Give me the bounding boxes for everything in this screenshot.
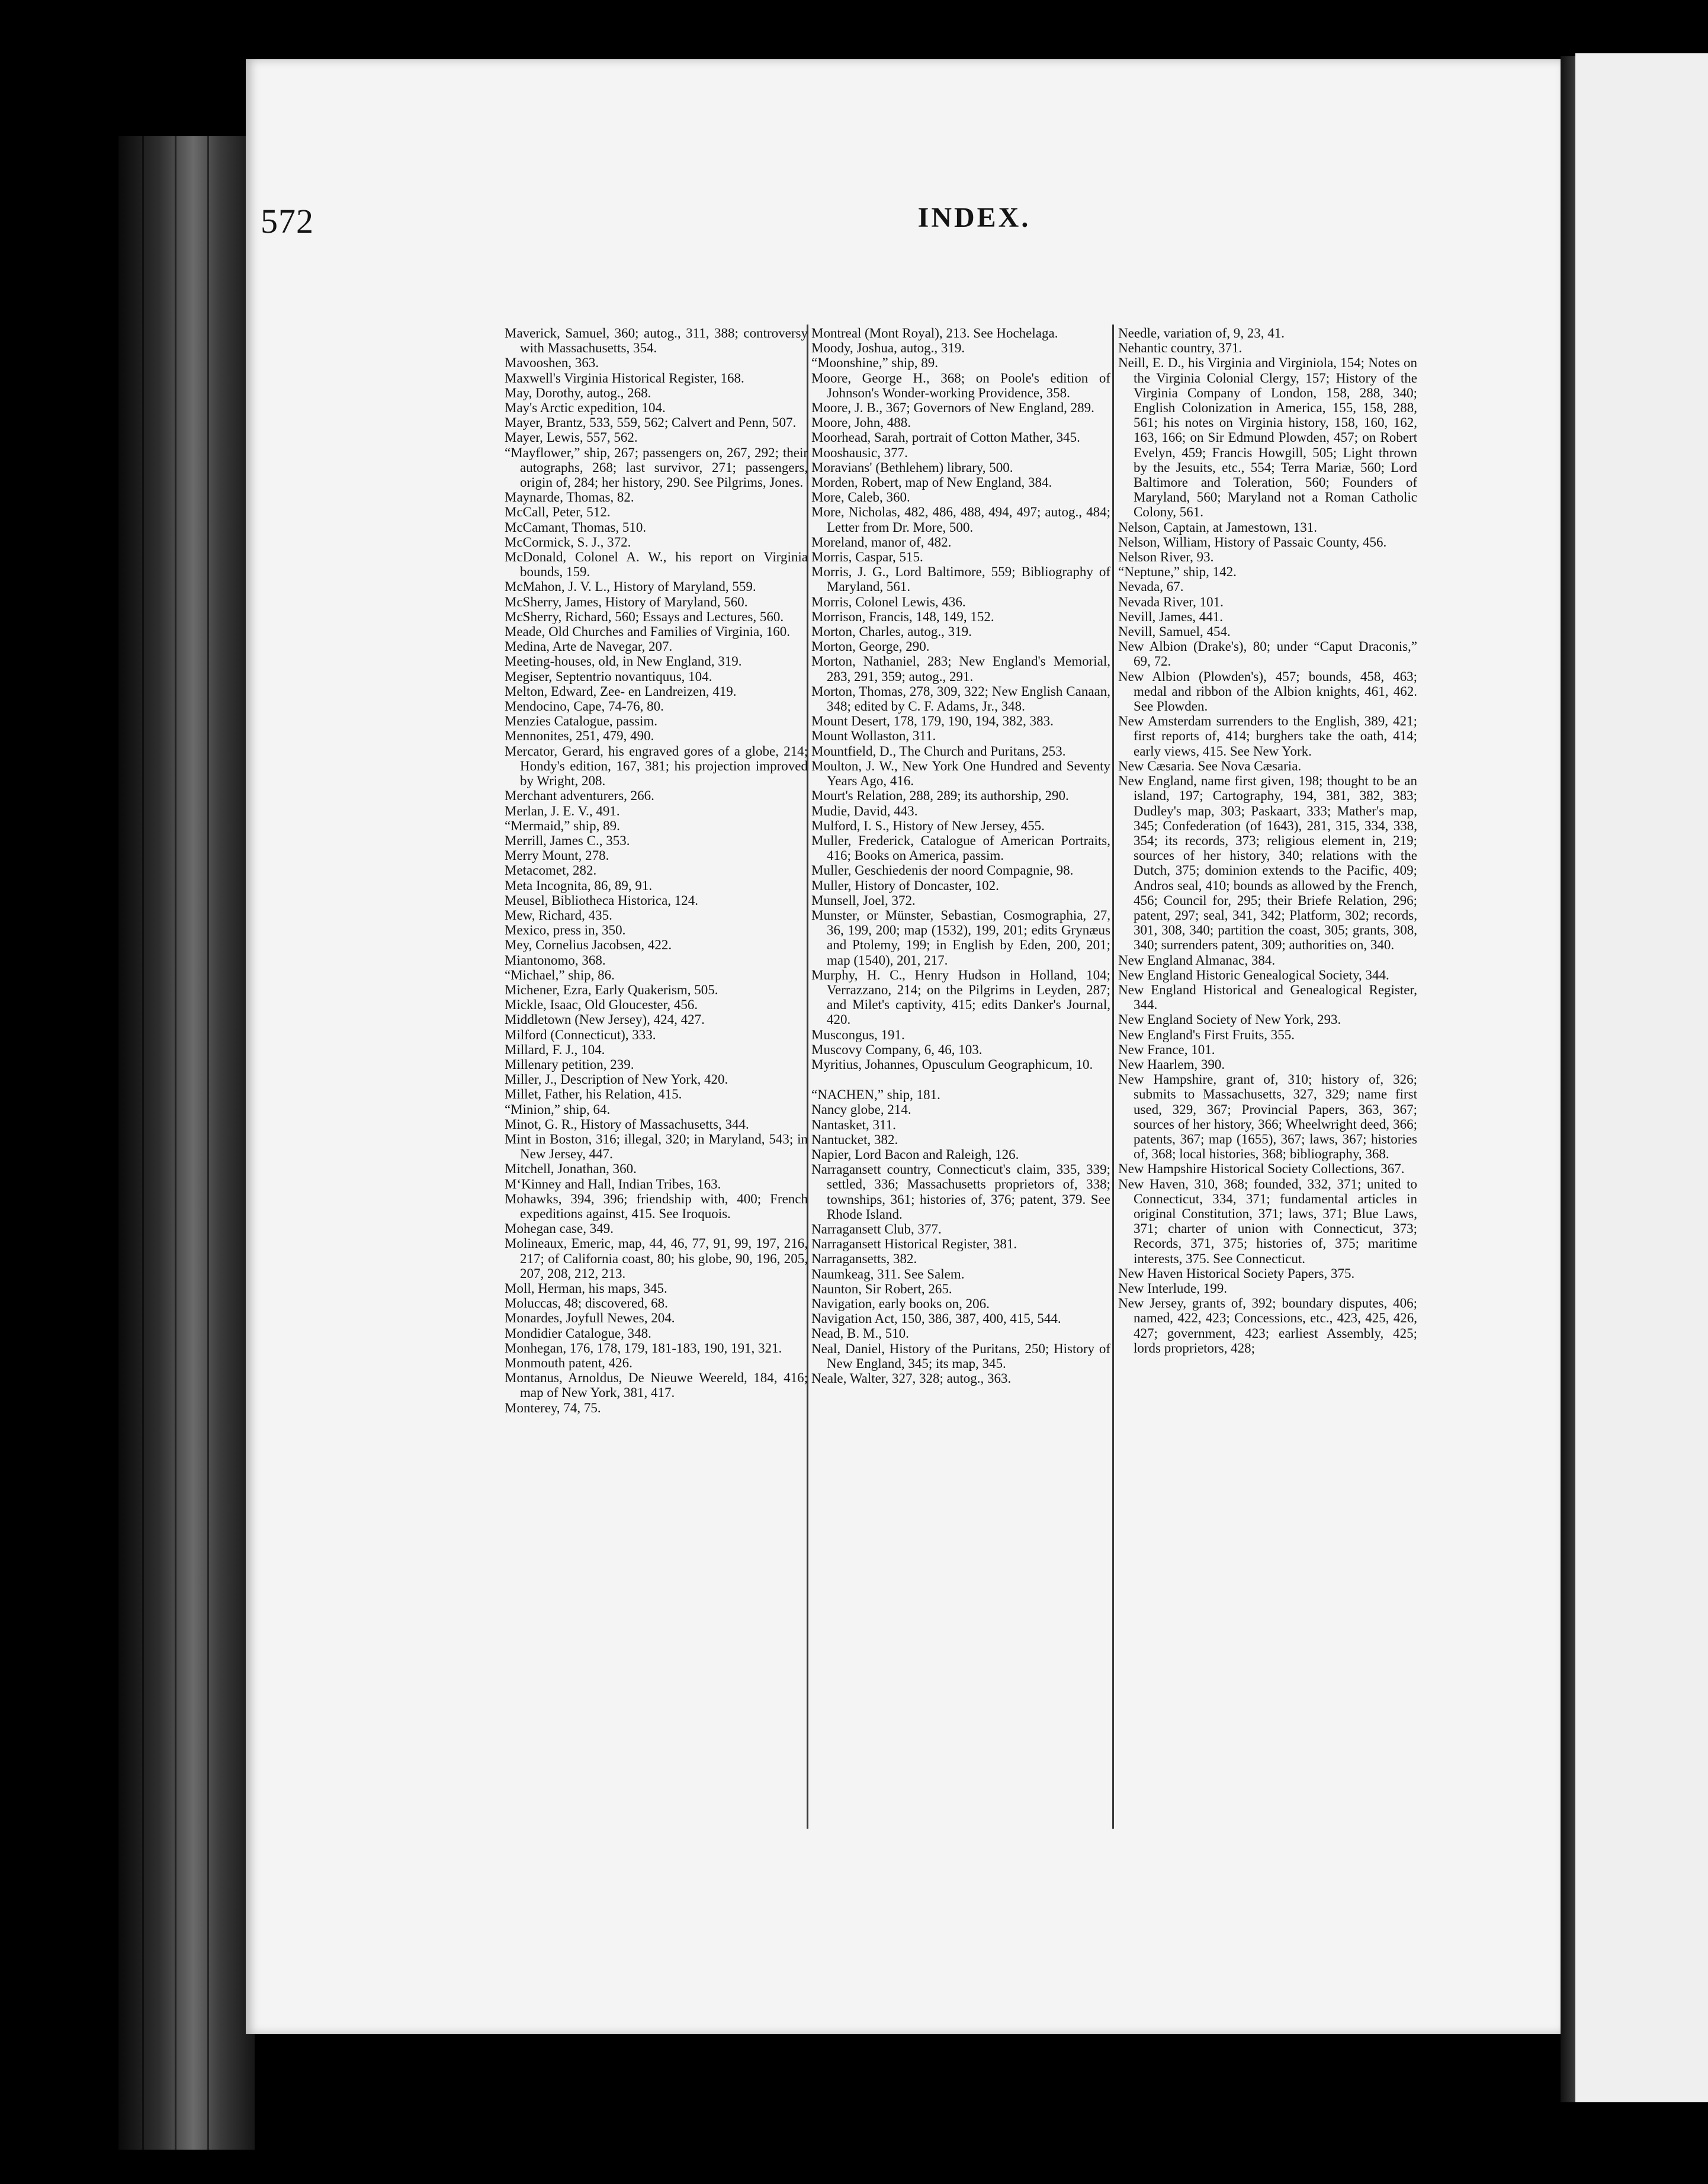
index-entry: “NACHEN,” ship, 181. <box>811 1087 940 1103</box>
index-entry: Mew, Richard, 435. <box>505 907 612 923</box>
index-entry: McMahon, J. V. L., History of Maryland, 559. <box>505 579 756 595</box>
index-entry: New Albion (Drake's), 80; under “Caput Draconis,” 69, 72. <box>1118 639 1417 669</box>
index-entry: Narragansetts, 382. <box>811 1251 917 1267</box>
index-entry: Merlan, J. E. V., 491. <box>505 803 620 818</box>
index-entry: May's Arctic expedition, 104. <box>505 400 666 416</box>
index-entry: Meusel, Bibliotheca Historica, 124. <box>505 892 699 908</box>
index-entry: Morris, Caspar, 515. <box>811 550 923 565</box>
column-rule <box>1112 325 1114 1829</box>
index-entry: Nantucket, 382. <box>811 1132 898 1147</box>
index-entry: Mayer, Brantz, 533, 559, 562; Calvert and Penn, 507. <box>505 415 797 431</box>
index-entry: Metacomet, 282. <box>505 863 597 878</box>
index-entry: Myritius, Johannes, Opusculum Geographicum, 10. <box>811 1056 1093 1072</box>
index-entry: Monardes, Joyfull Newes, 204. <box>505 1311 675 1326</box>
index-entry: Mount Wollaston, 311. <box>811 728 936 744</box>
index-entry: More, Nicholas, 482, 486, 488, 494, 497; autog., 484; Letter from Dr. More, 500. <box>811 505 1110 535</box>
index-entry: Nelson, William, History of Passaic County, 456. <box>1118 534 1387 550</box>
index-entry: Monterey, 74, 75. <box>505 1400 601 1415</box>
index-entry: More, Caleb, 360. <box>811 490 910 505</box>
index-entry: Narragansett country, Connecticut's claim, 335, 339; settled, 336; Massachusetts proprietors of, 338; townships, 361; histories of, 376; patent, 379. See Rhode Island. <box>811 1162 1110 1222</box>
index-entry: Morton, Charles, autog., 319. <box>811 624 972 640</box>
index-entry: Merchant adventurers, 266. <box>505 788 654 804</box>
index-entry: Morton, George, 290. <box>811 639 930 654</box>
index-column-1 <box>505 326 808 1415</box>
index-entry: Nevada, 67. <box>1118 579 1184 595</box>
index-entry: Morton, Thomas, 278, 309, 322; New English Canaan, 348; edited by C. F. Adams, Jr., 348. <box>811 683 1110 714</box>
index-entry: Navigation Act, 150, 386, 387, 400, 415, 544. <box>811 1311 1061 1327</box>
index-entry: Meeting-houses, old, in New England, 319. <box>505 654 742 669</box>
index-entry: Mickle, Isaac, Old Gloucester, 456. <box>505 997 698 1013</box>
index-entry: Neill, E. D., his Virginia and Virginiola, 154; Notes on the Virginia Colonial Clergy, 157; History of the Virginia Company of London, 158, 288, 340; English Colonization in America, 155, 158, 288, 561; his notes on Virginia history, 158, 160, 162, 163, 166; on Sir Edmund Plowden, 457; on Robert Evelyn, 459; Francis Howgill, 505; Light thrown by the Jesuits, etc., 554; Terra Mariæ, 560; Lord Baltimore and Toleration, 560; Founders of Maryland, 560; Maryland not a Roman Catholic Colony, 561. <box>1118 355 1417 520</box>
index-entry: New France, 101. <box>1118 1042 1215 1057</box>
index-entry: New Interlude, 199. <box>1118 1281 1227 1296</box>
index-entry: M‘Kinney and Hall, Indian Tribes, 163. <box>505 1176 721 1191</box>
index-entry: Moorhead, Sarah, portrait of Cotton Mather, 345. <box>811 430 1080 445</box>
index-entry: Morrison, Francis, 148, 149, 152. <box>811 609 994 624</box>
index-entry: Mulford, I. S., History of New Jersey, 455. <box>811 818 1045 833</box>
index-entry: Mourt's Relation, 288, 289; its authorship, 290. <box>811 788 1069 804</box>
index-entry: Nelson, Captain, at Jamestown, 131. <box>1118 519 1318 535</box>
index-entry: Morris, J. G., Lord Baltimore, 559; Bibliography of Maryland, 561. <box>811 564 1110 595</box>
index-entry: Naumkeag, 311. See Salem. <box>811 1266 965 1282</box>
index-entry: Mennonites, 251, 479, 490. <box>505 728 654 744</box>
index-entry: New England Society of New York, 293. <box>1118 1012 1341 1027</box>
index-entry: Murphy, H. C., Henry Hudson in Holland, 104; Verrazzano, 214; on the Pilgrims in Leyden, 287; and Milet's captivity, 415; edits Danker's Journal, 420. <box>811 967 1110 1027</box>
index-entry: New Hampshire, grant of, 310; history of, 326; submits to Massachusetts, 327, 329; name first used, 329, 367; Provincial Papers, 363, 367; sources of her history, 366; Wheelwright deed, 366; patents, 367; map (1655), 367; laws, 367; histories of, 368; local histories, 368; bibliography, 368. <box>1118 1072 1417 1162</box>
index-entry: Melton, Edward, Zee- en Landreizen, 419. <box>505 683 737 699</box>
index-entry: New Hampshire Historical Society Collections, 367. <box>1118 1161 1405 1177</box>
index-entry: Munster, or Münster, Sebastian, Cosmographia, 27, 36, 199, 200; map (1532), 199, 201; edits Grynæus and Ptolemy, 199; in English by Eden, 200, 201; map (1540), 201, 217. <box>811 907 1110 968</box>
index-entry: Navigation, early books on, 206. <box>811 1296 990 1311</box>
index-column-2 <box>811 326 1110 1386</box>
index-entry: Maynarde, Thomas, 82. <box>505 490 634 505</box>
index-entry: Morris, Colonel Lewis, 436. <box>811 594 966 609</box>
book-spine <box>118 136 255 2150</box>
index-entry: Montreal (Mont Royal), 213. See Hochelaga. <box>811 326 1058 341</box>
index-entry: Medina, Arte de Navegar, 207. <box>505 639 673 654</box>
index-entry: Monmouth patent, 426. <box>505 1356 633 1371</box>
index-entry: Millet, Father, his Relation, 415. <box>505 1087 682 1102</box>
index-entry: Needle, variation of, 9, 23, 41. <box>1118 326 1285 341</box>
index-entry: McDonald, Colonel A. W., his report on Virginia bounds, 159. <box>505 550 808 580</box>
index-entry: “Michael,” ship, 86. <box>505 967 615 982</box>
index-entry: Merry Mount, 278. <box>505 848 609 863</box>
index-entry: New England Almanac, 384. <box>1118 952 1276 968</box>
index-entry: Mohawks, 394, 396; friendship with, 400; French expeditions against, 415. See Iroquois. <box>505 1191 808 1221</box>
index-entry: Maxwell's Virginia Historical Register, 168. <box>505 370 744 386</box>
index-entry: Mondidier Catalogue, 348. <box>505 1325 651 1341</box>
index-entry: Mooshausic, 377. <box>811 445 908 460</box>
index-entry: Mitchell, Jonathan, 360. <box>505 1161 637 1177</box>
index-entry: Mavooshen, 363. <box>505 355 599 371</box>
index-entry: New England Historical and Genealogical Register, 344. <box>1118 982 1417 1013</box>
index-entry: New Haven, 310, 368; founded, 332, 371; united to Connecticut, 334, 371; fundamental articles in original Constitution, 371; laws, 371; Blue Laws, 371; charter of union with Connecticut, 373; Records, 371, 375; histories of, 375; maritime interests, 375. See Connecticut. <box>1118 1176 1417 1266</box>
index-entry: Moulton, J. W., New York One Hundred and Seventy Years Ago, 416. <box>811 758 1110 789</box>
index-entry: New England, name first given, 198; thought to be an island, 197; Cartography, 194, 381, 382, 383; Dudley's map, 303; Paskaart, 333; Mather's map, 345; Confederation (of 1643), 281, 315, 334, 338, 354; its records, 373; religious element in, 219; sources of her history, 340; relations with the Dutch, 375; dominion extends to the Pacific, 409; Andros seal, 410; bounds as allowed by the French, 456; Council for, 295; their Briefe Relation, 296; patent, 297; seal, 341, 342; Platform, 302; records, 301, 308, 340; partition the coast, 305; grants, 308, 340; surrenders patent, 309; authorities on, 340. <box>1118 773 1417 953</box>
index-entry: Mayer, Lewis, 557, 562. <box>505 430 638 445</box>
index-entry: Meade, Old Churches and Families of Virginia, 160. <box>505 624 790 640</box>
index-entry: Nevada River, 101. <box>1118 594 1224 609</box>
index-entry: New Haarlem, 390. <box>1118 1056 1225 1072</box>
index-entry: Nead, B. M., 510. <box>811 1326 909 1341</box>
index-entry: Meta Incognita, 86, 89, 91. <box>505 878 653 893</box>
page-number: 572 <box>261 202 314 240</box>
index-entry: New Albion (Plowden's), 457; bounds, 458, 463; medal and ribbon of the Albion knights, 461, 462. See Plowden. <box>1118 669 1417 714</box>
page-gutter-shadow <box>1561 56 1575 2102</box>
index-entry: Menzies Catalogue, passim. <box>505 714 658 729</box>
index-entry: Monhegan, 176, 178, 179, 181-183, 190, 191, 321. <box>505 1340 782 1356</box>
index-entry: Nancy globe, 214. <box>811 1102 911 1117</box>
index-entry: Merrill, James C., 353. <box>505 833 630 848</box>
index-entry: Morden, Robert, map of New England, 384. <box>811 475 1052 490</box>
index-entry: Nantasket, 311. <box>811 1117 896 1132</box>
index-entry: McCamant, Thomas, 510. <box>505 519 647 535</box>
index-entry: Mudie, David, 443. <box>811 803 918 818</box>
index-entry: Maverick, Samuel, 360; autog., 311, 388; controversy with Massachusetts, 354. <box>505 326 808 356</box>
index-entry: Mint in Boston, 316; illegal, 320; in Maryland, 543; in New Jersey, 447. <box>505 1131 808 1162</box>
index-entry: Moluccas, 48; discovered, 68. <box>505 1296 668 1311</box>
index-entry: Mercator, Gerard, his engraved gores of a globe, 214; Hondy's edition, 167, 381; his projection improved by Wright, 208. <box>505 743 808 789</box>
index-entry: Moravians' (Bethlehem) library, 500. <box>811 460 1013 475</box>
index-entry: Muller, History of Doncaster, 102. <box>811 878 999 893</box>
index-entry: “Minion,” ship, 64. <box>505 1101 611 1117</box>
index-entry: Nevill, James, 441. <box>1118 609 1223 624</box>
index-entry: Narragansett Club, 377. <box>811 1221 942 1236</box>
index-entry: Moore, John, 488. <box>811 415 911 431</box>
index-entry: Mey, Cornelius Jacobsen, 422. <box>505 937 672 953</box>
index-entry: “Neptune,” ship, 142. <box>1118 564 1237 580</box>
index-entry: New England Historic Genealogical Society, 344. <box>1118 967 1389 982</box>
index-entry: Mohegan case, 349. <box>505 1221 614 1236</box>
index-entry: Nehantic country, 371. <box>1118 341 1243 356</box>
index-entry: New Cæsaria. See Nova Cæsaria. <box>1118 758 1302 773</box>
index-entry: New Amsterdam surrenders to the English, 389, 421; first reports of, 414; burghers take the oath, 414; early views, 415. See New York. <box>1118 714 1417 759</box>
index-entry: Mount Desert, 178, 179, 190, 194, 382, 383. <box>811 714 1054 729</box>
index-entry: Millenary petition, 239. <box>505 1056 634 1072</box>
index-entry: Muscongus, 191. <box>811 1027 905 1042</box>
index-entry: Miller, J., Description of New York, 420. <box>505 1072 728 1087</box>
index-entry: New Haven Historical Society Papers, 375. <box>1118 1266 1355 1281</box>
index-entry: Nelson River, 93. <box>1118 550 1214 565</box>
index-entry: Munsell, Joel, 372. <box>811 892 916 908</box>
index-entry: “Mermaid,” ship, 89. <box>505 818 620 833</box>
index-entry: Megiser, Septentrio novantiquus, 104. <box>505 669 712 684</box>
index-entry: Neale, Walter, 327, 328; autog., 363. <box>811 1371 1012 1386</box>
index-entry: Moll, Herman, his maps, 345. <box>505 1281 667 1296</box>
index-column-3 <box>1118 326 1417 1356</box>
index-entry: Naunton, Sir Robert, 265. <box>811 1281 952 1296</box>
index-entry: Molineaux, Emeric, map, 44, 46, 77, 91, 99, 197, 216, 217; of California coast, 80; his globe, 90, 196, 205, 207, 208, 212, 213. <box>505 1236 808 1281</box>
index-entry: Michener, Ezra, Early Quakerism, 505. <box>505 982 718 997</box>
index-entry: Miantonomo, 368. <box>505 952 606 968</box>
index-entry: Muller, Frederick, Catalogue of American Portraits, 416; Books on America, passim. <box>811 833 1110 863</box>
index-entry: McCormick, S. J., 372. <box>505 534 631 550</box>
index-entry: Millard, F. J., 104. <box>505 1042 605 1057</box>
running-head: INDEX. <box>917 202 1031 233</box>
facing-page-edge <box>1575 53 1708 2102</box>
index-entry: “Mayflower,” ship, 267; passengers on, 267, 292; their autographs, 268; last survivor, 271; passengers, origin of, 284; her history, 290. See Pilgrims, Jones. <box>505 445 808 490</box>
index-entry: Napier, Lord Bacon and Raleigh, 126. <box>811 1146 1019 1162</box>
index-entry: Moreland, manor of, 482. <box>811 534 952 550</box>
index-entry: Moore, George H., 368; on Poole's edition of Johnson's Wonder-working Providence, 358. <box>811 370 1110 400</box>
index-entry: May, Dorothy, autog., 268. <box>505 385 651 400</box>
index-entry: McSherry, James, History of Maryland, 560. <box>505 594 748 609</box>
index-entry: Muller, Geschiedenis der noord Compagnie, 98. <box>811 863 1074 878</box>
index-entry: Narragansett Historical Register, 381. <box>811 1236 1017 1252</box>
index-entry: Nevill, Samuel, 454. <box>1118 624 1231 640</box>
index-entry: Montanus, Arnoldus, De Nieuwe Weereld, 184, 416; map of New York, 381, 417. <box>505 1370 808 1401</box>
index-entry: Neal, Daniel, History of the Puritans, 250; History of New England, 345; its map, 345. <box>811 1341 1110 1371</box>
index-entry: “Moonshine,” ship, 89. <box>811 355 939 371</box>
index-entry: New England's First Fruits, 355. <box>1118 1027 1295 1042</box>
index-entry: Moody, Joshua, autog., 319. <box>811 341 965 356</box>
index-entry: Morton, Nathaniel, 283; New England's Memorial, 283, 291, 359; autog., 291. <box>811 654 1110 684</box>
index-entry: Mountfield, D., The Church and Puritans, 253. <box>811 743 1066 759</box>
index-entry: Muscovy Company, 6, 46, 103. <box>811 1042 983 1057</box>
index-entry: New Jersey, grants of, 392; boundary disputes, 406; named, 422, 423; Concessions, etc., 423, 425, 426, 427; government, 423; earliest Assembly, 425; lords proprietors, 428; <box>1118 1296 1417 1356</box>
index-entry: Milford (Connecticut), 333. <box>505 1027 656 1042</box>
index-entry: Mexico, press in, 350. <box>505 923 626 938</box>
index-entry: Middletown (New Jersey), 424, 427. <box>505 1012 705 1027</box>
index-entry: Mendocino, Cape, 74-76, 80. <box>505 699 664 714</box>
index-entry: McSherry, Richard, 560; Essays and Lectures, 560. <box>505 609 784 624</box>
index-entry: Moore, J. B., 367; Governors of New England, 289. <box>811 400 1094 416</box>
index-entry: McCall, Peter, 512. <box>505 505 611 520</box>
index-entry: Minot, G. R., History of Massachusetts, 344. <box>505 1116 749 1132</box>
